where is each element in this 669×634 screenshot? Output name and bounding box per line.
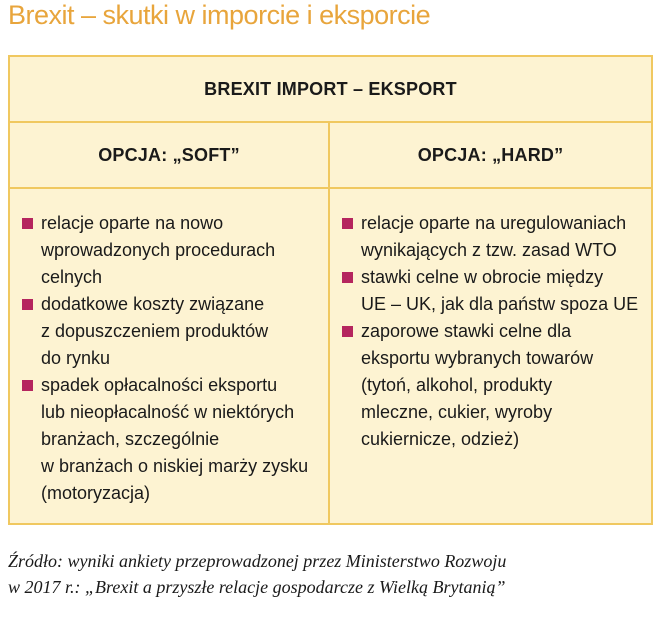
square-bullet-icon <box>22 380 33 391</box>
list-item: stawki celne w obrocie między UE – UK, jak dla państw spoza UE <box>342 264 647 318</box>
square-bullet-icon <box>342 272 353 283</box>
table-header: BREXIT IMPORT – EKSPORT <box>10 57 651 123</box>
soft-option-list <box>22 210 322 507</box>
square-bullet-icon <box>342 326 353 337</box>
column-header-soft: OPCJA: „SOFT” <box>10 123 328 189</box>
column-header-hard: OPCJA: „HARD” <box>330 123 651 189</box>
hard-option-list <box>342 210 647 453</box>
list-item: dodatkowe koszty związane z dopuszczeniem produktów do rynku <box>22 291 322 372</box>
list-item: relacje oparte na nowo wprowadzonych procedurach celnych <box>22 210 322 291</box>
comparison-table <box>8 55 653 525</box>
square-bullet-icon <box>342 218 353 229</box>
list-item: relacje oparte na uregulowaniach wynikających z tzw. zasad WTO <box>342 210 647 264</box>
page-title: Brexit – skutki w imporcie i eksporcie <box>8 0 431 30</box>
source-line: Źródło: wyniki ankiety przeprowadzonej przez Ministerstwo Rozwoju <box>8 551 507 571</box>
square-bullet-icon <box>22 218 33 229</box>
source-note <box>8 548 658 600</box>
list-item: spadek opłacalności eksportu lub nieopłacalność w niektórych branżach, szczególnie w branżach o niskiej marży zysku (motoryzacja) <box>22 372 322 507</box>
list-item: zaporowe stawki celne dla eksportu wybranych towarów (tytoń, alkohol, produkty mleczne, cukier, wyroby cukiernicze, odzież) <box>342 318 647 453</box>
source-line: w 2017 r.: „Brexit a przyszłe relacje gospodarcze z Wielką Brytanią” <box>8 577 506 597</box>
square-bullet-icon <box>22 299 33 310</box>
